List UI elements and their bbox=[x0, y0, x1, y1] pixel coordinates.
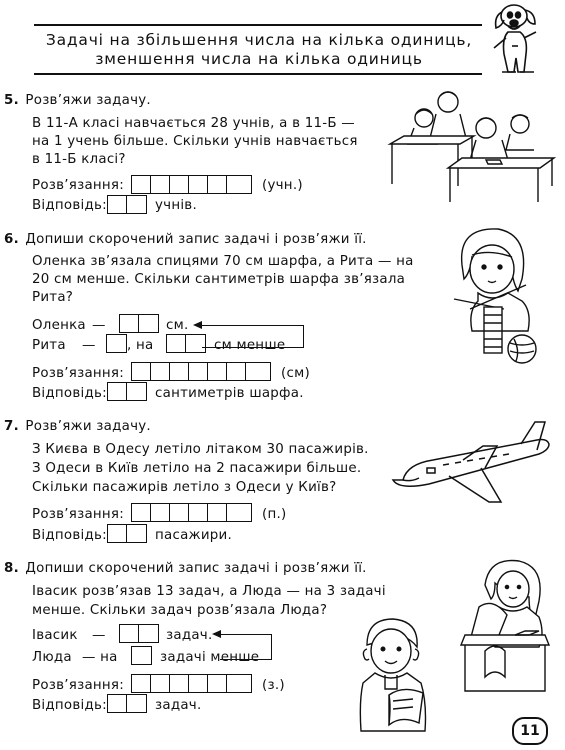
boy-reading-icon bbox=[345, 617, 435, 737]
task6-instruction: Допиши скорочений запис задачі і розв’яжи її. bbox=[25, 232, 367, 247]
airplane-icon bbox=[397, 418, 557, 508]
task5-solution-boxes[interactable] bbox=[131, 175, 252, 194]
task7-solution-unit: (п.) bbox=[262, 507, 287, 522]
task8-comparison-arrow bbox=[220, 634, 272, 660]
task5-text-line1: В 11-А класі навчається 28 учнів, а в 11-Б — bbox=[32, 116, 355, 131]
task6-row2-boxes[interactable] bbox=[166, 334, 206, 353]
arrowhead-left-icon bbox=[212, 629, 222, 639]
task7-text-line1: З Києва в Одесу летіло літаком 30 пасажирів. bbox=[32, 442, 369, 457]
task6-answer-unit: сантиметрів шарфа. bbox=[155, 386, 304, 401]
task8-row1-boxes[interactable] bbox=[119, 624, 159, 643]
task8-row1-name: Івасик bbox=[32, 628, 78, 643]
task5-answer-label: Відповідь: bbox=[32, 198, 107, 213]
task7-solution-label: Розв’язання: bbox=[32, 507, 124, 522]
girl-reading-icon bbox=[455, 555, 555, 695]
task7-text-line3: Скільки пасажирів летіло з Одеси у Київ? bbox=[32, 480, 337, 495]
header-bottom-line bbox=[34, 73, 482, 75]
task6-solution-unit: (см) bbox=[281, 366, 310, 381]
task6-row1-name: Оленка bbox=[32, 318, 86, 333]
task5-text-line3: в 11-Б класі? bbox=[32, 152, 126, 167]
task5-heading bbox=[4, 93, 151, 108]
task6-row2-dash: — bbox=[82, 338, 96, 353]
task8-row1-dash: — bbox=[92, 628, 106, 643]
task5-answer-unit: учнів. bbox=[155, 198, 197, 213]
task6-solution-label: Розв’язання: bbox=[32, 366, 124, 381]
task6-text-line1: Оленка зв’язала спицями 70 см шарфа, а Рита — на bbox=[32, 254, 414, 269]
task8-text-line1: Івасик розв’язав 13 задач, а Люда — на 3 задачі bbox=[32, 584, 386, 599]
task5-instruction: Розв’яжи задачу. bbox=[25, 93, 151, 108]
task8-row2-unit: задачі менше bbox=[160, 650, 260, 665]
task8-number: 8. bbox=[4, 561, 19, 576]
header-top-line bbox=[34, 24, 482, 26]
task8-answer-label: Відповідь: bbox=[32, 698, 107, 713]
header-title-line1: Задачі на збільшення числа на кілька одиниць, bbox=[45, 31, 473, 49]
students-at-desks-icon bbox=[388, 84, 558, 204]
dog-mascot-icon bbox=[490, 2, 550, 78]
task5-text-line2: на 1 учень більше. Скільки учнів навчається bbox=[32, 134, 358, 149]
task8-row2-name: Люда bbox=[32, 650, 72, 665]
task8-answer-unit: задач. bbox=[155, 698, 202, 713]
task5-solution-unit: (учн.) bbox=[262, 178, 303, 193]
task8-heading bbox=[4, 561, 367, 576]
task6-row2-name: Рита bbox=[32, 338, 66, 353]
header-title-line2: зменшення числа на кілька одиниць bbox=[95, 50, 423, 68]
task6-number: 6. bbox=[4, 232, 19, 247]
task5-number: 5. bbox=[4, 93, 19, 108]
task8-row2-box[interactable] bbox=[131, 646, 152, 665]
task8-solution-unit: (з.) bbox=[262, 678, 285, 693]
task6-answer-boxes[interactable] bbox=[107, 382, 147, 401]
task6-row1-boxes[interactable] bbox=[119, 314, 159, 333]
task7-answer-unit: пасажири. bbox=[155, 528, 233, 543]
task5-solution-label: Розв’язання: bbox=[32, 178, 124, 193]
task8-instruction: Допиши скорочений запис задачі і розв’яжи її. bbox=[25, 561, 367, 576]
task6-row2-unit: см менше bbox=[214, 338, 286, 353]
task8-solution-label: Розв’язання: bbox=[32, 678, 124, 693]
task7-answer-boxes[interactable] bbox=[107, 524, 147, 543]
task5-answer-boxes[interactable] bbox=[107, 195, 147, 214]
task6-comparison-arrow bbox=[202, 325, 304, 348]
task8-text-line2: менше. Скільки задач розв’язала Люда? bbox=[32, 603, 328, 618]
task8-row2-dash: — на bbox=[82, 650, 118, 665]
task7-text-line2: З Одеси в Київ летіло на 2 пасажири більше. bbox=[32, 461, 362, 476]
task8-solution-boxes[interactable] bbox=[131, 674, 252, 693]
task7-number: 7. bbox=[4, 419, 19, 434]
task6-row1-unit: см. bbox=[166, 318, 189, 333]
task7-heading bbox=[4, 419, 151, 434]
task6-heading bbox=[4, 232, 367, 247]
task6-text-line3: Рита? bbox=[32, 290, 74, 305]
task6-solution-boxes[interactable] bbox=[131, 362, 271, 381]
task6-row1-dash: — bbox=[92, 318, 106, 333]
task8-row1-unit: задач. bbox=[166, 628, 213, 643]
task7-answer-label: Відповідь: bbox=[32, 528, 107, 543]
task7-instruction: Розв’яжи задачу. bbox=[25, 419, 151, 434]
task8-answer-boxes[interactable] bbox=[107, 694, 147, 713]
task6-answer-label: Відповідь: bbox=[32, 386, 107, 401]
task6-row2-comma: , на bbox=[127, 338, 154, 353]
task6-text-line2: 20 см менше. Скільки сантиметрів шарфа зв’язала bbox=[32, 272, 406, 287]
task7-solution-boxes[interactable] bbox=[131, 503, 252, 522]
page-number: 11 bbox=[512, 717, 548, 745]
arrowhead-left-icon bbox=[193, 320, 203, 330]
girl-knitting-icon bbox=[440, 225, 540, 370]
task6-row2-box[interactable] bbox=[106, 334, 127, 353]
